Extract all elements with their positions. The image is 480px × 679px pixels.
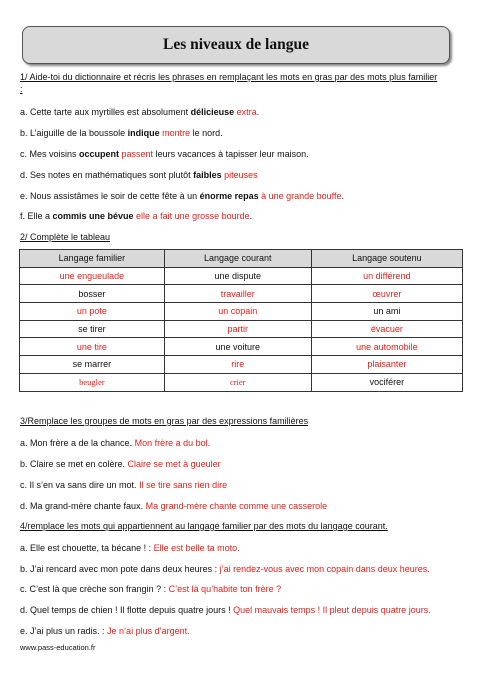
answer-text: Quel mauvais temps ! Il pleut depuis quatre jours. bbox=[230, 605, 431, 615]
bold-words: énorme repas bbox=[199, 191, 259, 201]
sentence-text: a. Cette tarte aux myrtilles est absolument bbox=[20, 107, 191, 117]
sentence-text: a. Mon frère a de la chance. bbox=[20, 438, 133, 448]
sentence-text: c. C’est là que crèche son frangin ? : bbox=[20, 584, 167, 594]
sentence-text: e. Nous assistâmes le soir de cette fête à un bbox=[20, 191, 200, 201]
page-title: Les niveaux de langue bbox=[163, 36, 309, 53]
answer-text: j’ai rendez-vous avec mon copain dans deux heures. bbox=[217, 564, 430, 574]
table-cell: plaisanter bbox=[311, 356, 462, 374]
answer-text: passent bbox=[119, 149, 154, 159]
answer-text: Claire se met à gueuler bbox=[125, 459, 221, 469]
table-row bbox=[20, 303, 463, 321]
exercise-line bbox=[20, 128, 223, 139]
sentence-text: e. J’ai plus un radis. : bbox=[20, 626, 105, 636]
table-header-row bbox=[20, 250, 463, 268]
bold-words: délicieuse bbox=[190, 107, 235, 117]
sentence-end: leurs vacances à tapisser leur maison. bbox=[153, 149, 309, 159]
section1-instruction-tail: : bbox=[20, 84, 23, 94]
sentence-end: . bbox=[341, 191, 345, 201]
table-row bbox=[20, 338, 463, 356]
sentence-text: b. L’aiguille de la boussole bbox=[20, 128, 128, 138]
table-cell: se tirer bbox=[20, 320, 165, 338]
sentence-text: c. Il s’en va sans dire un mot. bbox=[20, 480, 137, 490]
exercise-line bbox=[20, 170, 258, 181]
exercise-line bbox=[20, 107, 259, 118]
bold-words: commis une bévue bbox=[52, 211, 134, 221]
exercise-line bbox=[20, 564, 430, 575]
sentence-text: c. Mes voisins bbox=[20, 149, 80, 159]
exercise-line bbox=[20, 480, 227, 491]
exercise-line bbox=[20, 543, 240, 554]
exercise-line bbox=[20, 501, 327, 512]
answer-text: Je n’ai plus d’argent. bbox=[104, 626, 190, 636]
answer-text: Mon frère a du bol. bbox=[132, 438, 211, 448]
exercise-line bbox=[20, 605, 431, 616]
table-row bbox=[20, 285, 463, 303]
header-familier: Langage familier bbox=[20, 250, 165, 268]
exercise-line bbox=[20, 626, 190, 637]
header-courant: Langage courant bbox=[164, 250, 311, 268]
table-cell: rire bbox=[164, 356, 311, 374]
table-cell: une tire bbox=[20, 338, 165, 356]
answer-text: montre bbox=[159, 128, 191, 138]
table-cell: une engueulade bbox=[20, 267, 165, 285]
section1-instruction: 1/ Aide-toi du dictionnaire et récris les phrases en remplaçant les mots en gras par des mots plus familier bbox=[20, 72, 438, 82]
table-cell: un copain bbox=[164, 303, 311, 321]
table-cell: un pote bbox=[20, 303, 165, 321]
bold-words: occupent bbox=[79, 149, 120, 159]
answer-text: C’est là qu’habite ton frère ? bbox=[166, 584, 282, 594]
table-cell: travailler bbox=[164, 285, 311, 303]
answer-text: piteuses bbox=[221, 170, 258, 180]
table-row bbox=[20, 320, 463, 338]
table-cell: vociférer bbox=[311, 373, 462, 391]
sentence-text: a. Elle est chouette, ta bécane ! : bbox=[20, 543, 152, 553]
section4-instruction: 4/remplace les mots qui appartiennent au langage familier par des mots du langage courant. bbox=[20, 521, 388, 531]
table-cell: une dispute bbox=[164, 267, 311, 285]
answer-text: à une grande bouffe bbox=[258, 191, 342, 201]
table-cell: une voiture bbox=[164, 338, 311, 356]
answer-text: Ma grand-mère chante comme une casserole bbox=[143, 501, 328, 511]
header-soutenu: Langage soutenu bbox=[311, 250, 462, 268]
answer-text: Il se tire sans rien dire bbox=[136, 480, 228, 490]
exercise-line bbox=[20, 459, 221, 470]
section2-instruction: 2/ Complète le tableau bbox=[20, 232, 111, 242]
bold-words: faibles bbox=[193, 170, 222, 180]
answer-text: Elle est belle ta moto. bbox=[151, 543, 240, 553]
table-cell: un ami bbox=[311, 303, 462, 321]
sentence-text: b. Claire se met en colère. bbox=[20, 459, 126, 469]
section3-instruction: 3/Remplace les groupes de mots en gras par des expressions familières bbox=[20, 416, 309, 426]
title-box bbox=[22, 26, 450, 64]
sentence-end: . bbox=[249, 211, 253, 221]
table-cell: partir bbox=[164, 320, 311, 338]
table-cell: beugler bbox=[20, 373, 165, 391]
exercise-line bbox=[20, 584, 281, 595]
sentence-text: f. Elle a bbox=[20, 211, 53, 221]
table-cell: évacuer bbox=[311, 320, 462, 338]
table-cell: bosser bbox=[20, 285, 165, 303]
table-cell: crier bbox=[164, 373, 311, 391]
footer-url: www.pass-education.fr bbox=[20, 643, 96, 652]
table-row bbox=[20, 267, 463, 285]
table-row bbox=[20, 356, 463, 374]
table-cell: œuvrer bbox=[311, 285, 462, 303]
sentence-end: le nord. bbox=[190, 128, 223, 138]
exercise-line bbox=[20, 211, 252, 222]
exercise-line bbox=[20, 149, 309, 160]
sentence-text: d. Ses notes en mathématiques sont plutôt bbox=[20, 170, 194, 180]
sentence-end: . bbox=[256, 107, 260, 117]
answer-text: extra bbox=[234, 107, 257, 117]
table-cell: se marrer bbox=[20, 356, 165, 374]
vocab-table bbox=[19, 249, 463, 392]
table-cell: un différend bbox=[311, 267, 462, 285]
exercise-line bbox=[20, 191, 344, 202]
sentence-text: d. Ma grand-mère chante faux. bbox=[20, 501, 144, 511]
answer-text: elle a fait une grosse bourde bbox=[133, 211, 250, 221]
sentence-text: d. Quel temps de chien ! Il flotte depuis quatre jours ! bbox=[20, 605, 231, 615]
bold-words: indique bbox=[127, 128, 160, 138]
exercise-line bbox=[20, 438, 210, 449]
sentence-text: b. J’ai rencard avec mon pote dans deux heures : bbox=[20, 564, 218, 574]
table-row bbox=[20, 373, 463, 391]
table-cell: une automobile bbox=[311, 338, 462, 356]
